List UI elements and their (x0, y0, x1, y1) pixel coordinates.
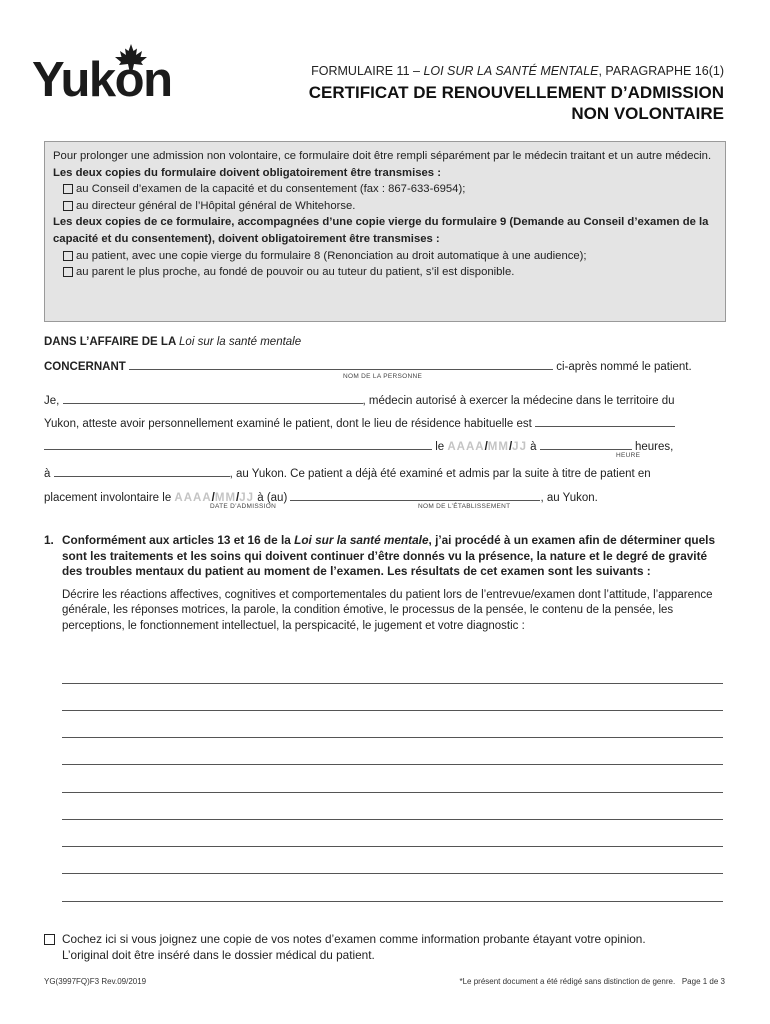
question-1-number: 1. (44, 533, 54, 547)
attach-notes-note: L’original doit être inséré dans le dossier médical du patient. (62, 947, 375, 962)
ci-apres-text: ci-après nommé le patient. (556, 361, 692, 373)
checkbox-icon (63, 201, 73, 211)
physician-name-field[interactable] (63, 392, 363, 404)
date-day-placeholder: JJ (239, 492, 255, 504)
question-1-text-a: Conformément aux articles 13 et 16 de la (62, 533, 295, 547)
facility-name-field[interactable] (290, 489, 540, 501)
question-1-law: Loi sur la santé mentale (294, 533, 429, 547)
checkbox-icon (63, 251, 73, 261)
a-text: à (530, 441, 537, 453)
copies-heading: Les deux copies du formulaire doivent obligatoirement être transmises : (53, 166, 441, 179)
date-day-placeholder: JJ (512, 441, 527, 453)
attach-notes-checkbox[interactable] (44, 934, 55, 945)
form-paragraph: , PARAGRAPHE 16(1) (598, 64, 724, 78)
matter-heading-bold: DANS L’AFFAIRE DE LA (44, 336, 180, 348)
concernant-label: CONCERNANT (44, 361, 126, 373)
physician-line (44, 392, 726, 407)
attach-notes-label: Cochez ici si vous joignez une copie de vos notes d’examen comme information probante étayant votre opinion. (62, 932, 646, 946)
form-header (309, 64, 724, 124)
exam-date-field[interactable] (447, 441, 527, 453)
instructions-intro: Pour prolonger une admission non volontaire, ce formulaire doit être rempli séparément par le médecin traitant et un autre médecin. (53, 150, 712, 162)
form-reference (309, 64, 724, 78)
writing-line[interactable] (62, 683, 723, 684)
copies2-item-label: au patient, avec une copie vierge du formulaire 8 (Renonciation au droit automatique à une audience); (76, 249, 587, 262)
form-law: LOI SUR LA SANTÉ MENTALE (423, 64, 599, 78)
checkbox-icon (63, 184, 73, 194)
date-separator: / (484, 441, 488, 453)
logo-wordmark: Yukon (32, 53, 172, 107)
form-title-line-2: NON VOLONTAIRE (571, 104, 724, 123)
patient-name-field[interactable] (129, 358, 553, 370)
matter-heading (44, 336, 726, 348)
au-yukon-deja-text: , au Yukon. Ce patient a déjà été examiné et admis par la suite à titre de patient en (229, 468, 651, 480)
writing-line[interactable] (62, 846, 723, 847)
attach-notes-option (44, 932, 728, 963)
au-yukon-text: , au Yukon. (540, 492, 598, 504)
exam-date-line (44, 438, 726, 453)
question-1-text (62, 533, 728, 580)
copies2-item (63, 248, 717, 265)
writing-line[interactable] (62, 873, 723, 874)
yukon-logo (32, 44, 172, 108)
le-text: le (435, 441, 445, 453)
date-month-placeholder: MM (487, 441, 509, 453)
instructions-box (44, 141, 726, 322)
copies-item (63, 181, 717, 198)
exam-location-field[interactable] (54, 465, 230, 477)
question-1-text-b: , j’ai procédé à un examen afin de déterminer quels sont les traitements et les soins qui doivent continuer d’être donnés vu la présence, la nature et le degré de gravité des troubles mentaux du patient au moment de l’examen. Les résultats de cet examen sont les suivants : (62, 533, 716, 579)
writing-line[interactable] (62, 819, 723, 820)
writing-line[interactable] (62, 792, 723, 793)
question-1 (44, 533, 728, 635)
writing-line[interactable] (62, 764, 723, 765)
a2-text: à (44, 468, 51, 480)
question-1-description: Décrire les réactions affectives, cognitives et comportementales du patient lors de l’entrevue/examen dont l’attitude, l’apparence générale, les réponses motrices, la parole, la condition émotive, le processus de la pensée, le contenu de la pensée, les perceptions, le fonctionnement intellectuel, la perspicacité, le jugement et votre diagnostic : (62, 588, 713, 632)
a-au-text: à (au) (257, 492, 288, 504)
exam-hour-field[interactable] (540, 438, 632, 450)
residence-field[interactable] (535, 415, 675, 427)
copies2-heading: Les deux copies de ce formulaire, accompagnées d’une copie vierge du formulaire 9 (Demande au Conseil d’examen de la capacité et du consentement), doivent obligatoirement être transmises : (53, 216, 709, 245)
placement-line (44, 489, 726, 504)
date-separator: / (508, 441, 513, 453)
residence-line (44, 415, 726, 430)
writing-line[interactable] (62, 710, 723, 711)
je-text: Je, (44, 395, 60, 407)
gender-note: *Le présent document a été rédigé sans distinction de genre. (459, 977, 676, 986)
concernant-line (44, 358, 726, 373)
matter-heading-law: Loi sur la santé mentale (179, 336, 302, 348)
date-admission-label: DATE D’ADMISSION (210, 503, 277, 510)
page-number: Page 1 de 3 (681, 977, 725, 986)
form-title-line-1: CERTIFICAT DE RENOUVELLEMENT D’ADMISSION (308, 83, 724, 102)
nom-personne-label: NOM DE LA PERSONNE (343, 373, 423, 380)
copies-item-label: au directeur général de l’Hôpital général de Whitehorse. (76, 199, 356, 212)
heure-label: HEURE (616, 452, 641, 459)
copies-item-label: au Conseil d’examen de la capacité et du consentement (fax : 867-633-6954); (76, 183, 466, 196)
date-year-placeholder: AAAA (174, 492, 212, 504)
form-title (309, 82, 724, 124)
placement-text: placement involontaire le (44, 492, 172, 504)
atteste-text: Yukon, atteste avoir personnellement examiné le patient, dont le lieu de résidence habituelle est (44, 418, 532, 430)
date-month-placeholder: MM (214, 492, 237, 504)
writing-line[interactable] (62, 737, 723, 738)
form-number: FORMULAIRE 11 – (311, 64, 424, 78)
writing-line[interactable] (62, 901, 723, 902)
nom-etablissement-label: NOM DE L’ÉTABLISSEMENT (418, 503, 511, 510)
medecin-text: , médecin autorisé à exercer la médecine dans le territoire du (362, 395, 675, 407)
date-separator: / (236, 492, 240, 504)
date-separator: / (211, 492, 215, 504)
date-year-placeholder: AAAA (447, 441, 485, 453)
copies2-item-label: au parent le plus proche, au fondé de pouvoir ou au tuteur du patient, s’il est disponible. (76, 266, 515, 279)
copies-item (63, 198, 717, 215)
heures-text: heures, (634, 441, 674, 453)
copies2-item (63, 264, 717, 281)
checkbox-icon (63, 267, 73, 277)
residence-field-continued[interactable] (44, 438, 432, 450)
form-code: YG(3997FQ)F3 Rev.09/2019 (44, 977, 147, 986)
footer-right (459, 977, 725, 986)
location-line (44, 465, 726, 480)
